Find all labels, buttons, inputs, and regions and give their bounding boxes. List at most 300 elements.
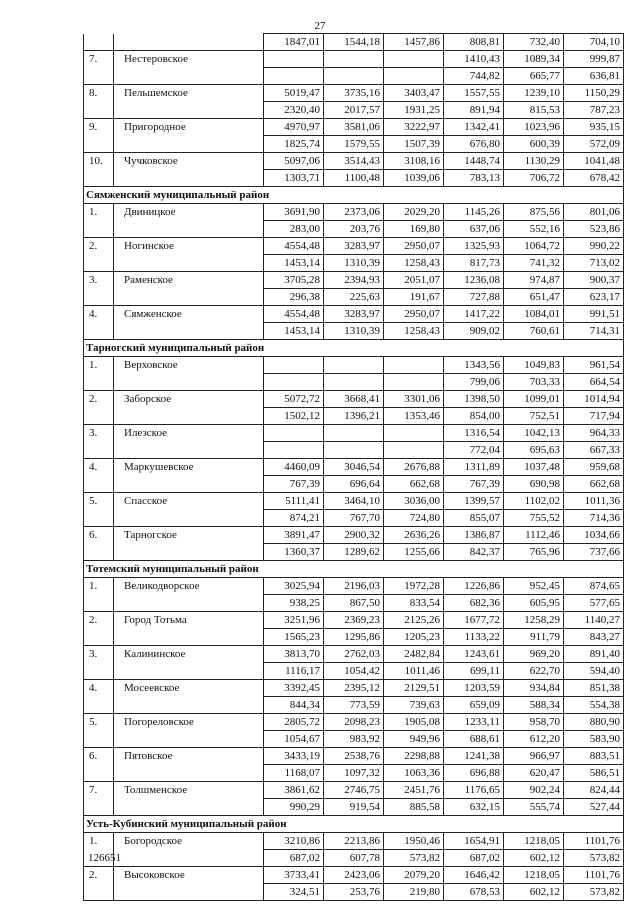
row-index: 1. xyxy=(84,833,114,850)
value-cell: 2373,06 xyxy=(324,204,384,221)
value-cell xyxy=(384,357,444,374)
value-cell: 741,32 xyxy=(504,255,564,272)
value-cell: 3705,28 xyxy=(264,272,324,289)
row-index xyxy=(84,765,114,782)
settlement-name: Тарногское xyxy=(114,527,264,544)
table-row xyxy=(84,34,624,51)
value-cell: 1972,28 xyxy=(384,578,444,595)
settlement-name xyxy=(114,289,264,306)
table-row xyxy=(84,204,624,221)
value-cell: 4554,48 xyxy=(264,238,324,255)
settlement-name xyxy=(114,765,264,782)
value-cell: 659,09 xyxy=(444,697,504,714)
value-cell: 203,76 xyxy=(324,221,384,238)
value-cell: 2746,75 xyxy=(324,782,384,799)
value-cell: 583,90 xyxy=(564,731,624,748)
table-row xyxy=(84,680,624,697)
value-cell: 966,97 xyxy=(504,748,564,765)
row-index: 4. xyxy=(84,459,114,476)
table-row xyxy=(84,493,624,510)
table-row xyxy=(84,544,624,561)
value-cell: 527,44 xyxy=(564,799,624,816)
value-cell: 880,90 xyxy=(564,714,624,731)
value-cell: 662,68 xyxy=(564,476,624,493)
value-cell: 1011,36 xyxy=(564,493,624,510)
settlement-name: Двиницкое xyxy=(114,204,264,221)
value-cell: 961,54 xyxy=(564,357,624,374)
section-header-row xyxy=(84,340,624,357)
value-cell: 169,80 xyxy=(384,221,444,238)
value-cell: 1507,39 xyxy=(384,136,444,153)
value-cell: 2029,20 xyxy=(384,204,444,221)
value-cell: 3036,00 xyxy=(384,493,444,510)
value-cell: 2900,32 xyxy=(324,527,384,544)
value-cell: 990,22 xyxy=(564,238,624,255)
settlement-name xyxy=(114,850,264,867)
table-row xyxy=(84,510,624,527)
value-cell: 958,70 xyxy=(504,714,564,731)
section-title: Сямженский муниципальный район xyxy=(84,187,624,204)
value-cell: 799,06 xyxy=(444,374,504,391)
row-index: 1. xyxy=(84,578,114,595)
value-cell: 1316,54 xyxy=(444,425,504,442)
value-cell: 1565,23 xyxy=(264,629,324,646)
value-cell: 1453,14 xyxy=(264,323,324,340)
value-cell: 324,51 xyxy=(264,884,324,901)
settlement-name xyxy=(114,136,264,153)
value-cell: 3046,54 xyxy=(324,459,384,476)
value-cell: 1258,43 xyxy=(384,323,444,340)
value-cell xyxy=(384,51,444,68)
table-row xyxy=(84,646,624,663)
value-cell: 949,96 xyxy=(384,731,444,748)
value-cell: 1039,06 xyxy=(384,170,444,187)
row-index: 3. xyxy=(84,646,114,663)
value-cell: 3283,97 xyxy=(324,306,384,323)
value-cell: 1042,13 xyxy=(504,425,564,442)
value-cell: 602,12 xyxy=(504,884,564,901)
table-row xyxy=(84,833,624,850)
value-cell: 767,70 xyxy=(324,510,384,527)
value-cell: 2482,84 xyxy=(384,646,444,663)
row-index: 4. xyxy=(84,680,114,697)
value-cell: 3813,70 xyxy=(264,646,324,663)
value-cell: 2125,26 xyxy=(384,612,444,629)
row-index: 5. xyxy=(84,714,114,731)
settlement-name: Илезское xyxy=(114,425,264,442)
value-cell: 1218,05 xyxy=(504,867,564,884)
table-row xyxy=(84,238,624,255)
row-index xyxy=(84,544,114,561)
value-cell: 1448,74 xyxy=(444,153,504,170)
value-cell xyxy=(384,374,444,391)
table-row xyxy=(84,663,624,680)
settlement-name: Великодворское xyxy=(114,578,264,595)
value-cell: 3668,41 xyxy=(324,391,384,408)
value-cell: 572,09 xyxy=(564,136,624,153)
row-index xyxy=(84,595,114,612)
value-cell: 637,06 xyxy=(444,221,504,238)
value-cell: 667,33 xyxy=(564,442,624,459)
value-cell: 875,56 xyxy=(504,204,564,221)
value-cell: 1116,17 xyxy=(264,663,324,680)
value-cell: 934,84 xyxy=(504,680,564,697)
value-cell: 5111,41 xyxy=(264,493,324,510)
settlement-name xyxy=(114,884,264,901)
value-cell: 1258,43 xyxy=(384,255,444,272)
table-row xyxy=(84,323,624,340)
value-cell xyxy=(324,357,384,374)
value-cell: 687,02 xyxy=(264,850,324,867)
value-cell: 665,77 xyxy=(504,68,564,85)
value-cell: 1353,46 xyxy=(384,408,444,425)
value-cell: 5097,06 xyxy=(264,153,324,170)
row-index: 7. xyxy=(84,51,114,68)
value-cell: 552,16 xyxy=(504,221,564,238)
value-cell xyxy=(264,51,324,68)
value-cell: 1063,36 xyxy=(384,765,444,782)
table-body xyxy=(84,34,624,901)
row-index: 1. xyxy=(84,204,114,221)
settlement-name xyxy=(114,323,264,340)
value-cell xyxy=(264,374,324,391)
value-cell: 991,51 xyxy=(564,306,624,323)
value-cell: 787,23 xyxy=(564,102,624,119)
settlement-name xyxy=(114,374,264,391)
value-cell: 1410,43 xyxy=(444,51,504,68)
value-cell: 1931,25 xyxy=(384,102,444,119)
value-cell: 2762,03 xyxy=(324,646,384,663)
value-cell: 620,47 xyxy=(504,765,564,782)
value-cell: 900,37 xyxy=(564,272,624,289)
value-cell: 623,17 xyxy=(564,289,624,306)
value-cell: 1097,32 xyxy=(324,765,384,782)
value-cell: 1646,42 xyxy=(444,867,504,884)
value-cell: 3251,96 xyxy=(264,612,324,629)
value-cell: 1342,41 xyxy=(444,119,504,136)
value-cell: 690,98 xyxy=(504,476,564,493)
row-index xyxy=(84,408,114,425)
row-index xyxy=(84,476,114,493)
value-cell: 1037,48 xyxy=(504,459,564,476)
value-cell: 969,20 xyxy=(504,646,564,663)
table-row xyxy=(84,170,624,187)
value-cell xyxy=(324,68,384,85)
table-row xyxy=(84,731,624,748)
table-row xyxy=(84,697,624,714)
settlement-name: Верховское xyxy=(114,357,264,374)
value-cell: 844,34 xyxy=(264,697,324,714)
value-cell: 225,63 xyxy=(324,289,384,306)
row-index xyxy=(84,102,114,119)
value-cell: 891,94 xyxy=(444,102,504,119)
table-row xyxy=(84,425,624,442)
settlement-name xyxy=(114,442,264,459)
settlement-name: Заборское xyxy=(114,391,264,408)
value-cell: 767,39 xyxy=(264,476,324,493)
value-cell: 586,51 xyxy=(564,765,624,782)
row-index: 6. xyxy=(84,527,114,544)
value-cell: 1239,10 xyxy=(504,85,564,102)
row-index xyxy=(84,442,114,459)
row-index xyxy=(84,510,114,527)
value-cell: 662,68 xyxy=(384,476,444,493)
table-row xyxy=(84,153,624,170)
value-cell: 1311,89 xyxy=(444,459,504,476)
value-cell: 1325,93 xyxy=(444,238,504,255)
value-cell: 855,07 xyxy=(444,510,504,527)
settlement-name xyxy=(114,34,264,51)
value-cell: 1343,56 xyxy=(444,357,504,374)
row-index: 10. xyxy=(84,153,114,170)
value-cell: 3691,90 xyxy=(264,204,324,221)
table-row xyxy=(84,357,624,374)
value-cell: 842,37 xyxy=(444,544,504,561)
settlement-name: Погореловское xyxy=(114,714,264,731)
tariff-table xyxy=(83,33,624,901)
value-cell: 594,40 xyxy=(564,663,624,680)
row-index: 6. xyxy=(84,748,114,765)
value-cell: 1203,59 xyxy=(444,680,504,697)
value-cell: 714,31 xyxy=(564,323,624,340)
table-row xyxy=(84,68,624,85)
value-cell: 724,80 xyxy=(384,510,444,527)
value-cell: 1243,61 xyxy=(444,646,504,663)
value-cell: 678,53 xyxy=(444,884,504,901)
row-index: 2. xyxy=(84,612,114,629)
row-index: 3. xyxy=(84,272,114,289)
row-index xyxy=(84,170,114,187)
table-row xyxy=(84,612,624,629)
settlement-name: Маркушевское xyxy=(114,459,264,476)
value-cell: 1677,72 xyxy=(444,612,504,629)
value-cell: 760,61 xyxy=(504,323,564,340)
row-index xyxy=(84,374,114,391)
settlement-name: Пригородное xyxy=(114,119,264,136)
value-cell: 1226,86 xyxy=(444,578,504,595)
row-index xyxy=(84,731,114,748)
value-cell: 2369,23 xyxy=(324,612,384,629)
value-cell: 1557,55 xyxy=(444,85,504,102)
section-header-row xyxy=(84,816,624,833)
value-cell: 2129,51 xyxy=(384,680,444,697)
value-cell: 1453,14 xyxy=(264,255,324,272)
value-cell: 1295,86 xyxy=(324,629,384,646)
value-cell: 867,50 xyxy=(324,595,384,612)
value-cell: 1205,23 xyxy=(384,629,444,646)
value-cell: 3735,16 xyxy=(324,85,384,102)
value-cell: 2394,93 xyxy=(324,272,384,289)
value-cell: 688,61 xyxy=(444,731,504,748)
table-row xyxy=(84,867,624,884)
value-cell: 2196,03 xyxy=(324,578,384,595)
value-cell: 703,33 xyxy=(504,374,564,391)
row-index: 7. xyxy=(84,782,114,799)
value-cell: 191,67 xyxy=(384,289,444,306)
settlement-name: Мосеевское xyxy=(114,680,264,697)
value-cell: 523,86 xyxy=(564,221,624,238)
settlement-name xyxy=(114,408,264,425)
value-cell: 2676,88 xyxy=(384,459,444,476)
value-cell: 3861,62 xyxy=(264,782,324,799)
value-cell xyxy=(264,425,324,442)
value-cell: 2079,20 xyxy=(384,867,444,884)
value-cell: 283,00 xyxy=(264,221,324,238)
value-cell xyxy=(384,68,444,85)
table-row xyxy=(84,306,624,323)
settlement-name: Толшменское xyxy=(114,782,264,799)
value-cell: 974,87 xyxy=(504,272,564,289)
row-index: 2. xyxy=(84,867,114,884)
value-cell: 902,24 xyxy=(504,782,564,799)
value-cell: 3222,97 xyxy=(384,119,444,136)
value-cell: 1386,87 xyxy=(444,527,504,544)
value-cell: 1084,01 xyxy=(504,306,564,323)
row-index xyxy=(84,221,114,238)
value-cell: 2395,12 xyxy=(324,680,384,697)
value-cell: 833,54 xyxy=(384,595,444,612)
value-cell: 1457,86 xyxy=(384,34,444,51)
value-cell: 678,42 xyxy=(564,170,624,187)
value-cell: 687,02 xyxy=(444,850,504,867)
section-title: Усть-Кубинский муниципальный район xyxy=(84,816,624,833)
value-cell: 1905,08 xyxy=(384,714,444,731)
row-index xyxy=(84,255,114,272)
value-cell xyxy=(264,442,324,459)
value-cell: 1140,27 xyxy=(564,612,624,629)
value-cell: 843,27 xyxy=(564,629,624,646)
value-cell: 714,36 xyxy=(564,510,624,527)
value-cell: 874,65 xyxy=(564,578,624,595)
settlement-name: Пятовское xyxy=(114,748,264,765)
value-cell: 2423,06 xyxy=(324,867,384,884)
value-cell: 3733,41 xyxy=(264,867,324,884)
value-cell: 717,94 xyxy=(564,408,624,425)
value-cell: 919,54 xyxy=(324,799,384,816)
value-cell: 219,80 xyxy=(384,884,444,901)
row-index xyxy=(84,884,114,901)
settlement-name xyxy=(114,731,264,748)
value-cell: 817,73 xyxy=(444,255,504,272)
value-cell: 739,63 xyxy=(384,697,444,714)
value-cell: 783,13 xyxy=(444,170,504,187)
value-cell: 1099,01 xyxy=(504,391,564,408)
value-cell: 605,95 xyxy=(504,595,564,612)
value-cell: 727,88 xyxy=(444,289,504,306)
value-cell: 3283,97 xyxy=(324,238,384,255)
row-index xyxy=(84,323,114,340)
value-cell xyxy=(384,442,444,459)
value-cell: 1054,67 xyxy=(264,731,324,748)
section-title: Тарногский муниципальный район xyxy=(84,340,624,357)
value-cell: 983,92 xyxy=(324,731,384,748)
value-cell: 2051,07 xyxy=(384,272,444,289)
settlement-name: Калининское xyxy=(114,646,264,663)
table-row xyxy=(84,884,624,901)
value-cell xyxy=(264,68,324,85)
value-cell: 1049,83 xyxy=(504,357,564,374)
value-cell: 3433,19 xyxy=(264,748,324,765)
table-row xyxy=(84,765,624,782)
value-cell: 1014,94 xyxy=(564,391,624,408)
row-index xyxy=(84,136,114,153)
value-cell: 1654,91 xyxy=(444,833,504,850)
row-index xyxy=(84,34,114,51)
value-cell: 755,52 xyxy=(504,510,564,527)
row-index: 9. xyxy=(84,119,114,136)
value-cell: 3025,94 xyxy=(264,578,324,595)
value-cell: 1064,72 xyxy=(504,238,564,255)
value-cell: 588,34 xyxy=(504,697,564,714)
value-cell: 607,78 xyxy=(324,850,384,867)
table-row xyxy=(84,221,624,238)
value-cell xyxy=(324,374,384,391)
value-cell: 2298,88 xyxy=(384,748,444,765)
value-cell: 911,79 xyxy=(504,629,564,646)
value-cell: 1579,55 xyxy=(324,136,384,153)
table-row xyxy=(84,476,624,493)
value-cell: 752,51 xyxy=(504,408,564,425)
value-cell: 4554,48 xyxy=(264,306,324,323)
value-cell: 883,51 xyxy=(564,748,624,765)
row-index xyxy=(84,697,114,714)
value-cell: 2320,40 xyxy=(264,102,324,119)
settlement-name: Город Тотьма xyxy=(114,612,264,629)
value-cell: 3464,10 xyxy=(324,493,384,510)
value-cell: 573,82 xyxy=(564,850,624,867)
value-cell: 3514,43 xyxy=(324,153,384,170)
settlement-name: Спасское xyxy=(114,493,264,510)
value-cell: 1130,29 xyxy=(504,153,564,170)
value-cell: 1011,46 xyxy=(384,663,444,680)
table-row xyxy=(84,85,624,102)
table-row xyxy=(84,459,624,476)
value-cell: 573,82 xyxy=(564,884,624,901)
value-cell: 3108,16 xyxy=(384,153,444,170)
value-cell xyxy=(324,442,384,459)
settlement-name: Нестеровское xyxy=(114,51,264,68)
table-row xyxy=(84,629,624,646)
section-title: Тотемский муниципальный район xyxy=(84,561,624,578)
value-cell: 938,25 xyxy=(264,595,324,612)
value-cell: 1133,22 xyxy=(444,629,504,646)
value-cell: 612,20 xyxy=(504,731,564,748)
settlement-name: Пельшемское xyxy=(114,85,264,102)
value-cell: 1289,62 xyxy=(324,544,384,561)
value-cell: 676,80 xyxy=(444,136,504,153)
value-cell: 1101,76 xyxy=(564,867,624,884)
value-cell: 2805,72 xyxy=(264,714,324,731)
value-cell: 1399,57 xyxy=(444,493,504,510)
settlement-name xyxy=(114,663,264,680)
value-cell: 5072,72 xyxy=(264,391,324,408)
settlement-name: Богородское xyxy=(114,833,264,850)
table-row xyxy=(84,595,624,612)
value-cell: 4460,09 xyxy=(264,459,324,476)
value-cell: 854,00 xyxy=(444,408,504,425)
value-cell: 1145,26 xyxy=(444,204,504,221)
table-row xyxy=(84,799,624,816)
value-cell: 765,96 xyxy=(504,544,564,561)
value-cell: 1089,34 xyxy=(504,51,564,68)
value-cell: 2538,76 xyxy=(324,748,384,765)
row-index xyxy=(84,799,114,816)
page-number: 27 xyxy=(314,20,326,32)
value-cell: 696,64 xyxy=(324,476,384,493)
row-index: 5. xyxy=(84,493,114,510)
value-cell: 2213,86 xyxy=(324,833,384,850)
value-cell: 600,39 xyxy=(504,136,564,153)
